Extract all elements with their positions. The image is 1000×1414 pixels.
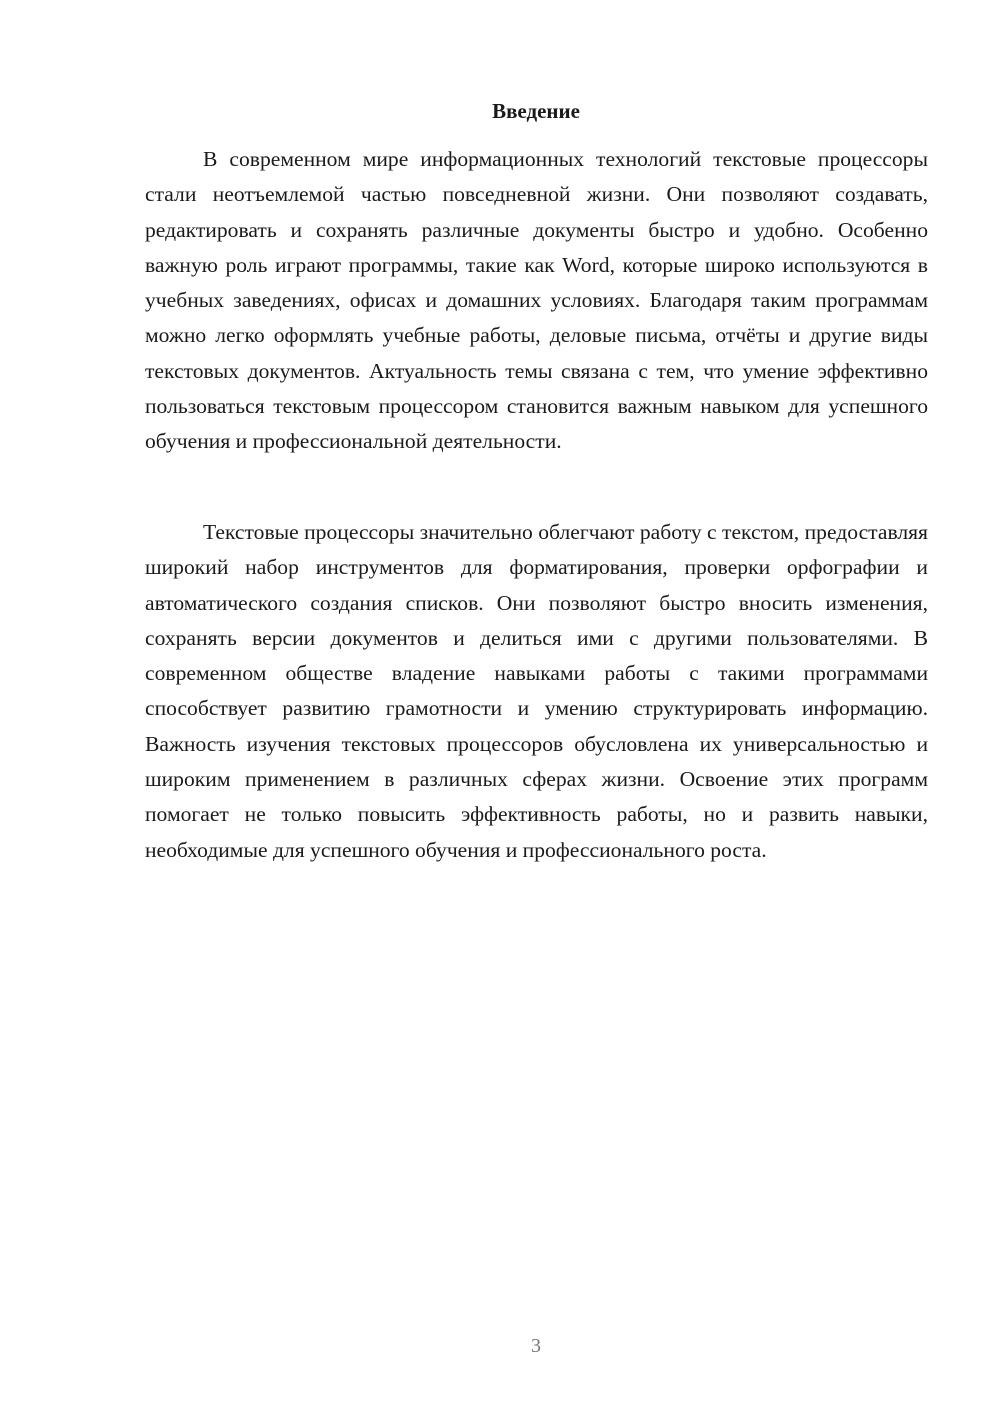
- body-paragraph-2: Текстовые процессоры значительно облегчают работу с текстом, предоставляя широкий набор инструментов для форматирования, проверки орфографии и автоматического создания списков. Они позволяют быстро вносить изменения, сохранять версии документов и делиться ими с другими пользователями. В современном обществе владение навыками работы с такими программами способствует развитию грамотности и умению структурировать информацию. Важность изучения текстовых процессоров обусловлена их универсальностью и широким применением в различных сферах жизни. Освоение этих программ помогает не только повысить эффективность работы, но и развить навыки, необходимые для успешного обучения и профессионального роста.: [145, 520, 928, 862]
- body-paragraph-1: В современном мире информационных технологий текстовые процессоры стали неотъемлемой частью повседневной жизни. Они позволяют создавать, редактировать и сохранять различные документы быстро и удобно. Особенно важную роль играют программы, такие как Word, которые широко используются в учебных заведениях, офисах и домашних условиях. Благодаря таким программам можно легко оформлять учебные работы, деловые письма, отчёты и другие виды текстовых документов. Актуальность темы связана с тем, что умение эффективно пользоваться текстовым процессором становится важным навыком для успешного обучения и профессиональной деятельности.: [145, 147, 928, 454]
- section-heading: Введение: [492, 99, 580, 123]
- page-number: 3: [531, 1335, 541, 1357]
